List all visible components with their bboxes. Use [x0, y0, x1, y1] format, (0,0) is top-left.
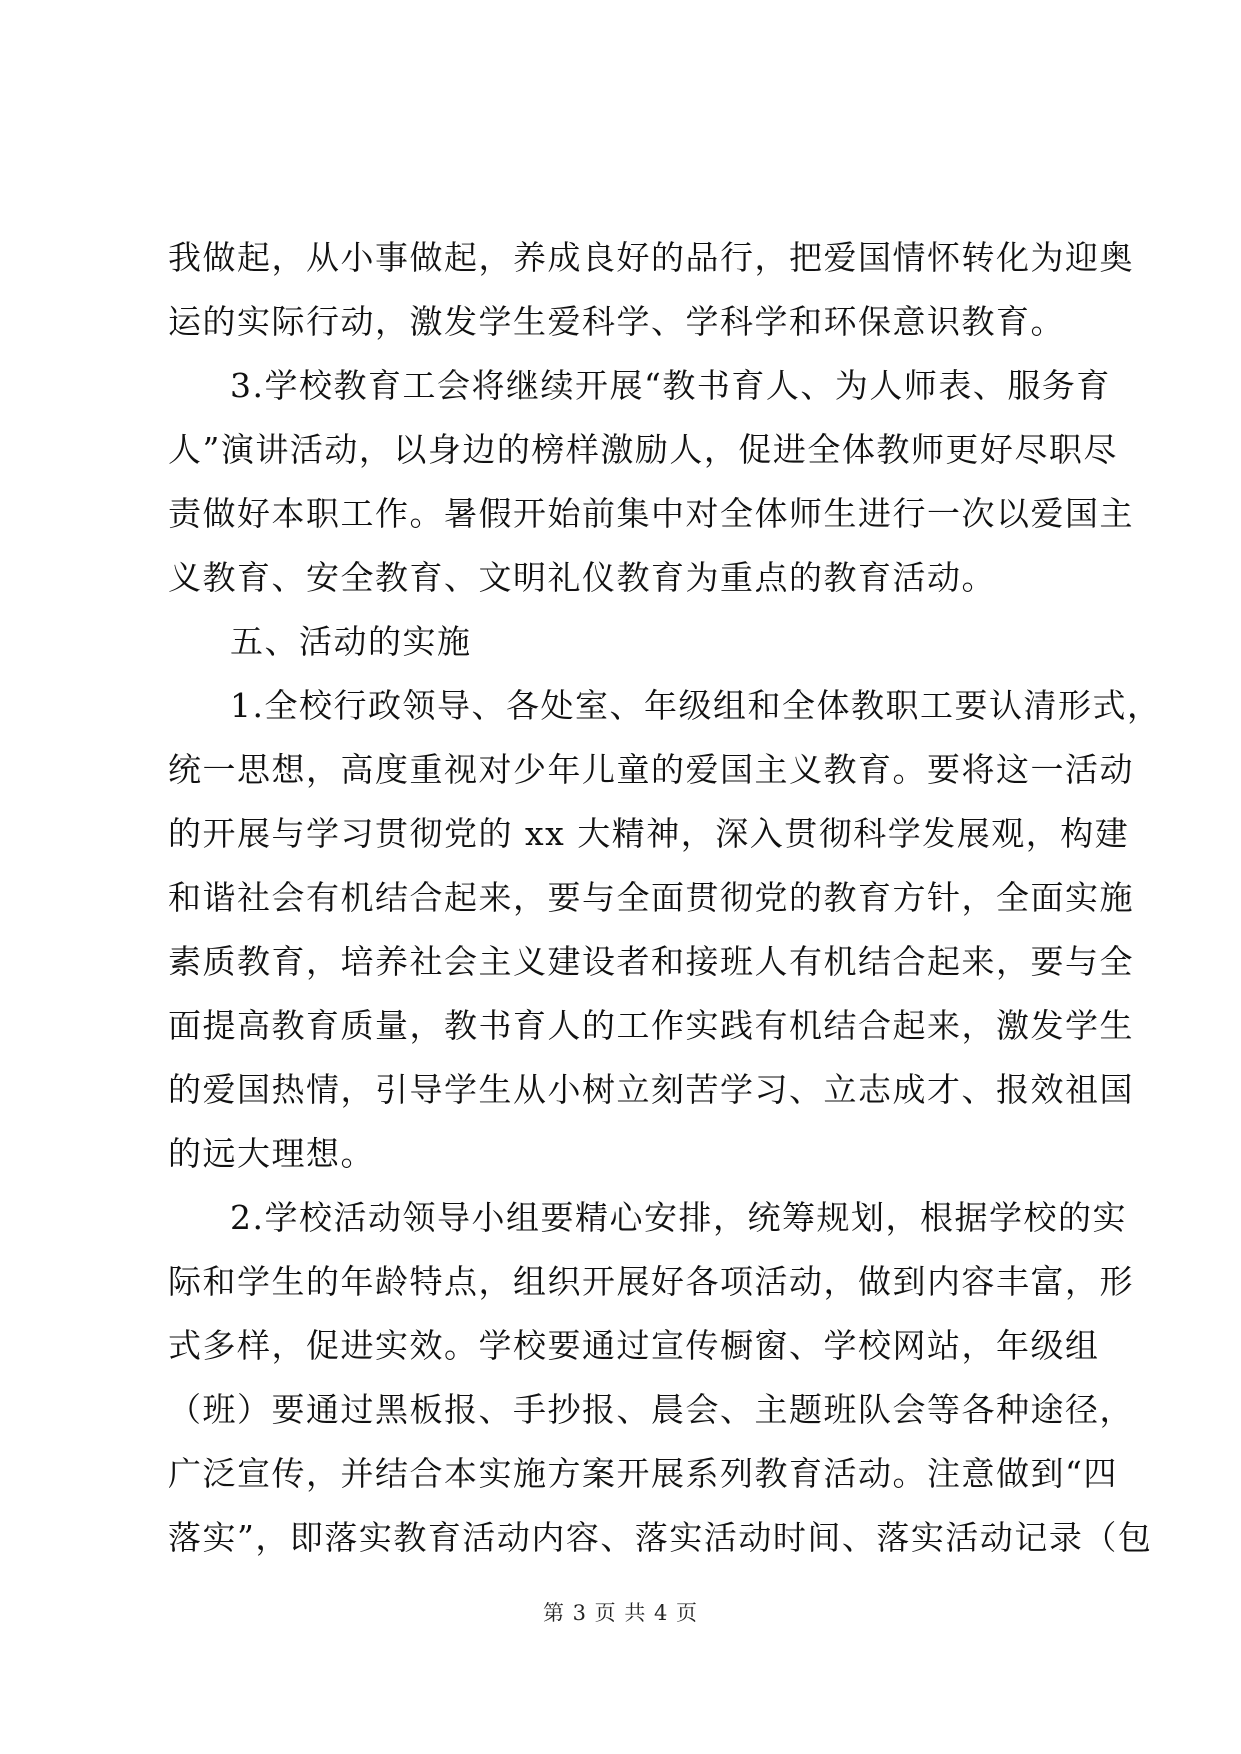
text-line: 责做好本职工作。暑假开始前集中对全体师生进行一次以爱国主 — [168, 494, 1134, 533]
text-line: 落实”，即落实教育活动内容、落实活动时间、落实活动记录（包 — [168, 1518, 1153, 1557]
text-line: 式多样，促进实效。学校要通过宣传橱窗、学校网站，年级组 — [168, 1326, 1100, 1365]
text-line: 的开展与学习贯彻党的 xx 大精神，深入贯彻科学发展观，构建 — [168, 814, 1130, 853]
text-line: 运的实际行动，激发学生爱科学、学科学和环保意识教育。 — [168, 302, 1065, 341]
text-line: 义教育、安全教育、文明礼仪教育为重点的教育活动。 — [168, 558, 996, 597]
text-line: 人”演讲活动，以身边的榜样激励人，促进全体教师更好尽职尽 — [168, 430, 1118, 469]
text-line: 我做起，从小事做起，养成良好的品行，把爱国情怀转化为迎奥 — [168, 238, 1134, 277]
document-body — [168, 226, 1162, 1570]
text-line: 3.学校教育工会将继续开展“教书育人、为人师表、服务育 — [230, 366, 1111, 405]
text-line: 的爱国热情，引导学生从小树立刻苦学习、立志成才、报效祖国 — [168, 1070, 1134, 1109]
text-line: （班）要通过黑板报、手抄报、晨会、主题班队会等各种途径， — [168, 1390, 1134, 1429]
text-line: 际和学生的年龄特点，组织开展好各项活动，做到内容丰富，形 — [168, 1262, 1134, 1301]
text-line: 统一思想，高度重视对少年儿童的爱国主义教育。要将这一活动 — [168, 750, 1134, 789]
text-line: 广泛宣传，并结合本实施方案开展系列教育活动。注意做到“四 — [168, 1454, 1118, 1493]
text-line: 1.全校行政领导、各处室、年级组和全体教职工要认清形式， — [230, 686, 1162, 725]
section-heading: 五、活动的实施 — [230, 622, 472, 661]
text-line: 2.学校活动领导小组要精心安排，统筹规划，根据学校的实 — [230, 1198, 1127, 1237]
text-line: 和谐社会有机结合起来，要与全面贯彻党的教育方针，全面实施 — [168, 878, 1134, 917]
text-line: 的远大理想。 — [168, 1134, 375, 1173]
text-line: 素质教育，培养社会主义建设者和接班人有机结合起来，要与全 — [168, 942, 1134, 981]
text-line: 面提高教育质量，教书育人的工作实践有机结合起来，激发学生 — [168, 1006, 1134, 1045]
page-footer: 第 3 页 共 4 页 — [542, 1601, 699, 1625]
